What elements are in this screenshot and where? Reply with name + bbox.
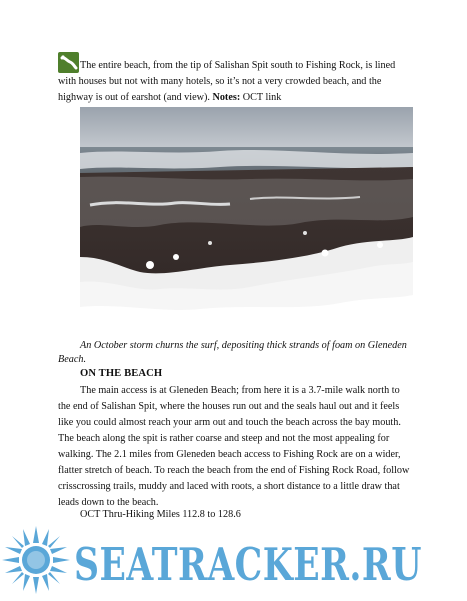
oct-miles-line: OCT Thru-Hiking Miles 112.8 to 128.6 bbox=[80, 509, 241, 520]
hiking-trail-icon bbox=[58, 52, 79, 73]
watermark bbox=[0, 520, 467, 601]
body-paragraph: The main access is at Gleneden Beach; from here it is a 3.7-mile walk north to the end of Salishan Spit, where the houses run out and the seals haul out and it feels like you could almost reach your arm out and touch the beach across the bay mouth. The beach along the spit is rather coarse and steep and not the most appealing for walking. The 2.1 miles from Gleneden beach access to Fishing Rock are on a wider, flatter stretch of beach. To reach the beach from the end of Fishing Rock Road, follow crisscrossing trails, muddy and laced with roots, a short distance to a little draw that leads down to the beach. bbox=[58, 385, 410, 508]
intro-paragraph bbox=[58, 52, 410, 106]
photo-caption: An October storm churns the surf, depositing thick strands of foam on Gleneden Beach. bbox=[58, 340, 407, 365]
beach-photo bbox=[80, 107, 413, 335]
notes-label: Notes: bbox=[212, 92, 241, 103]
sun-logo-icon bbox=[2, 526, 70, 594]
section-heading: ON THE BEACH bbox=[80, 368, 163, 379]
notes-link[interactable]: OCT link bbox=[242, 92, 282, 103]
intro-text: The entire beach, from the tip of Salishan Spit south to Fishing Rock, is lined with houses but not with many hotels, so it’s not a very crowded beach, and the highway is out of earshot (and view). bbox=[58, 60, 396, 103]
watermark-text: SEATRACKER.RU bbox=[74, 538, 422, 591]
